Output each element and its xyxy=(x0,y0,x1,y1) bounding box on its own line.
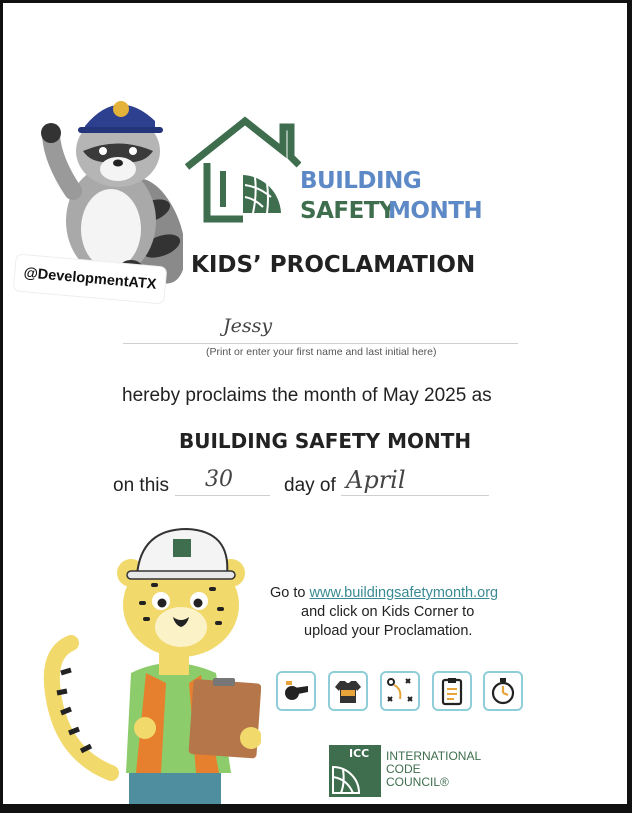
icc-line1: INTERNATIONAL xyxy=(386,749,482,763)
house-logo-icon xyxy=(183,115,301,225)
date-middle: day of xyxy=(284,475,336,496)
icc-line3: COUNCIL® xyxy=(386,775,449,789)
name-value[interactable]: Jessy xyxy=(223,315,273,337)
day-underline xyxy=(175,495,270,496)
month-title: BUILDING SAFETY MONTH xyxy=(179,429,472,453)
icc-line2: CODE xyxy=(386,762,421,776)
logo-word-month: MONTH xyxy=(388,198,483,224)
whistle-icon xyxy=(276,671,316,711)
name-hint: (Print or enter your first name and last initial here) xyxy=(206,346,437,358)
date-prefix: on this xyxy=(113,475,169,496)
proclamation-sheet xyxy=(3,3,627,804)
day-value[interactable]: 30 xyxy=(205,467,233,492)
cheetah-mascot xyxy=(41,523,261,804)
jersey-icon xyxy=(328,671,368,711)
handle-text: @DevelopmentATX xyxy=(22,265,158,293)
instructions-line3: upload your Proclamation. xyxy=(304,623,473,639)
month-value[interactable]: April xyxy=(346,466,406,494)
page-title: KIDS’ PROCLAMATION xyxy=(191,252,476,278)
icc-abbr: ICC xyxy=(349,747,370,760)
month-underline xyxy=(341,495,489,496)
raccoon-mascot xyxy=(33,81,183,286)
proclaim-text: hereby proclaims the month of May 2025 as xyxy=(122,385,492,406)
logo-word-building: BUILDING xyxy=(300,168,422,194)
logo-word-safety: SAFETY xyxy=(300,198,396,224)
website-link[interactable]: www.buildingsafetymonth.org xyxy=(309,585,499,601)
instructions-prefix: Go to xyxy=(270,585,310,601)
name-underline xyxy=(123,343,518,344)
instructions-line2: and click on Kids Corner to xyxy=(301,604,475,620)
clipboard-icon xyxy=(432,671,472,711)
playbook-icon xyxy=(380,671,420,711)
stopwatch-icon xyxy=(483,671,523,711)
instructions-line1 xyxy=(270,585,498,601)
